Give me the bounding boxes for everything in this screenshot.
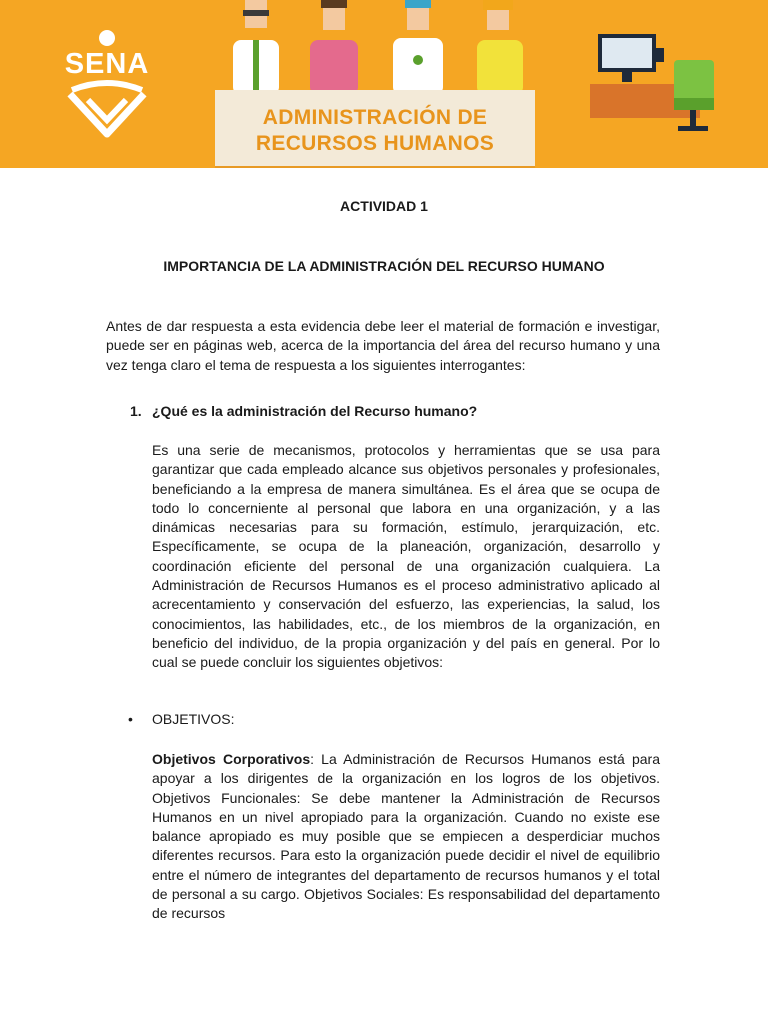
document-subtitle: IMPORTANCIA DE LA ADMINISTRACIÓN DEL RECURSO HUMANO <box>163 258 605 274</box>
question-1 <box>130 403 477 419</box>
sena-logo-mark-icon <box>52 28 162 140</box>
sena-logo-text: SENA <box>64 48 150 80</box>
question-number: 1. <box>130 403 142 419</box>
banner-title-card <box>215 90 535 168</box>
answer-paragraph: Es una serie de mecanismos, protocolos y herramientas que se usa para garantizar que cada empleado alcance sus objetivos personales y profesionales, beneficiando a la empresa de manera simultánea. Es el área que se ocupa de todo lo concerniente al personal que labora en una organización, y a las dinámicas necesarias para su formación, estímulo, jerarquización, etc. Específicamente, se ocupa de la planeación, organización, desarrollo y coordinación eficiente del personal de una organización cualquiera. La Administración de Recursos Humanos es el proceso administrativo aplicado al acrecentamiento y conservación del esfuerzo, las experiencias, la salud, los conocimientos, las habilidades, etc., de los miembros de la organización, en beneficio del individuo, de la propia organización y del país en general. Por lo cual se puede concluir los siguientes objetivos: <box>152 442 660 671</box>
question-text: ¿Qué es la administración del Recurso humano? <box>152 403 478 419</box>
sena-logo <box>52 28 162 140</box>
bullet-label: OBJETIVOS: <box>152 711 235 727</box>
intro-paragraph: Antes de dar respuesta a esta evidencia debe leer el material de formación e investigar, puede ser en páginas web, acerca de la importancia del área del recurso humano y una vez tenga claro el tema de respuesta a los siguientes interrogantes: <box>106 318 660 373</box>
banner-title-line-1: ADMINISTRACIÓN DE <box>262 106 488 129</box>
objectives-bullet <box>128 711 234 727</box>
team-illustration-icon <box>215 0 535 95</box>
objectives-lead: Objetivos Corporativos <box>152 751 311 767</box>
office-desk-illustration-icon <box>590 28 730 138</box>
bullet-symbol: • <box>128 711 133 727</box>
activity-heading: ACTIVIDAD 1 <box>340 198 428 214</box>
header-banner <box>0 0 768 168</box>
banner-title-line-2: RECURSOS HUMANOS <box>255 132 495 155</box>
objectives-paragraph <box>152 750 660 924</box>
objectives-text: : La Administración de Recursos Humanos está para apoyar a los dirigentes de la organización en los logros de los objetivos. Objetivos Funcionales: Se debe mantener la Administración de Recursos Humanos en un nivel apropiado para la organización. Cuando no existe ese balance apropiado es muy posible que se empiecen a desperdiciar muchos diferentes recursos. Para esto la organización puede decidir el nivel de equilibrio entre el número de integrantes del departamento de recursos humanos y el total de personal a su cargo. Objetivos Sociales: Es responsabilidad del departamento de recursos <box>152 751 660 922</box>
